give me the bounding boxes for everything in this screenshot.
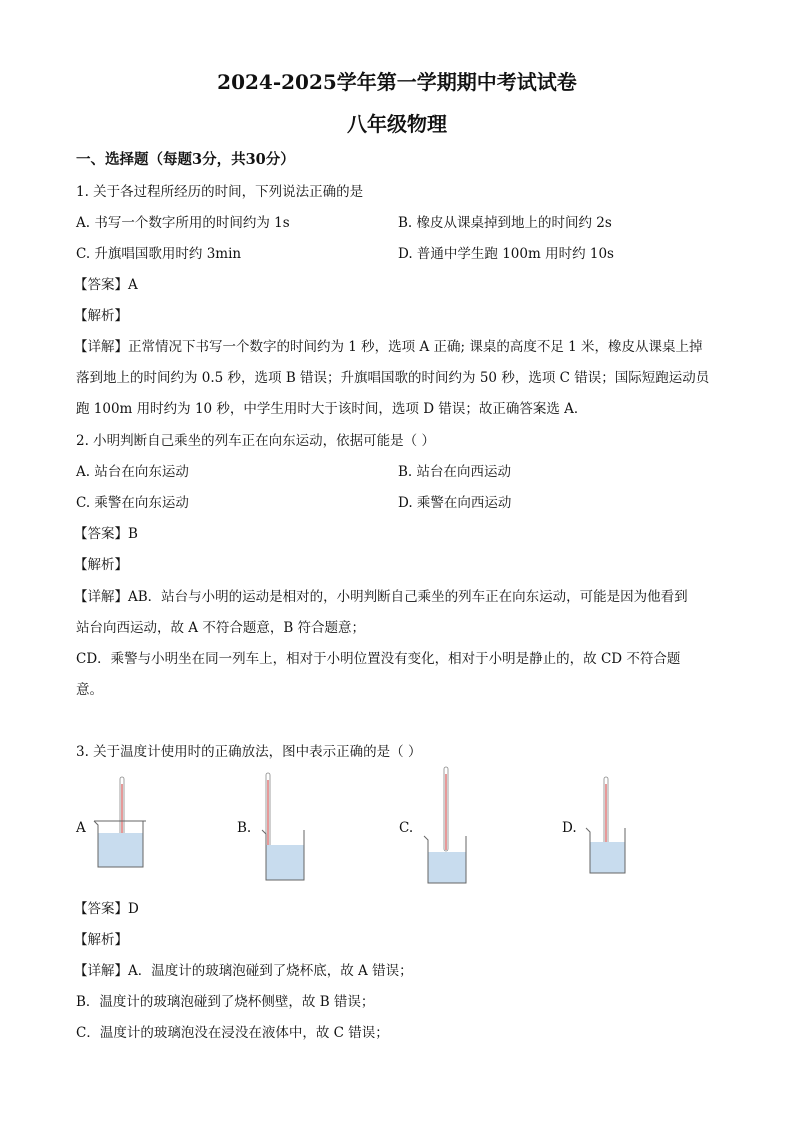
question-stem: 2. 小明判断自己乘坐的列车正在向东运动，依据可能是（ ） [76, 433, 435, 449]
question-stem: 3. 关于温度计使用时的正确放法，图中表示正确的是（ ） [76, 744, 422, 760]
option-c: C. 升旗唱国歌用时约 3min [76, 246, 242, 262]
answer-label: 【答案】D [74, 901, 139, 917]
analysis-label: 【解析】 [74, 308, 128, 324]
option-b: B. 橡皮从课桌掉到地上的时间约 2s [398, 215, 612, 231]
question-stem: 1. 关于各过程所经历的时间，下列说法正确的是 [76, 184, 364, 200]
option-c: C. 乘警在向东运动 [76, 495, 189, 511]
beaker-thermometer-figure-d [584, 776, 630, 876]
answer-label: 【答案】B [74, 526, 138, 542]
detail-line: CD．乘警与小明坐在同一列车上，相对于小明位置没有变化，相对于小明是静止的，故 CD 不符合题 [76, 651, 681, 667]
figure-label-c: C. [399, 820, 414, 836]
figure-label-a: A [76, 820, 86, 836]
beaker-thermometer-figure-c [420, 766, 472, 886]
beaker-thermometer-figure-b [258, 772, 308, 882]
detail-line: 【详解】AB．站台与小明的运动是相对的，小明判断自己乘坐的列车正在向东运动，可能是因为他看到 [74, 589, 688, 605]
figure-label-d: D. [562, 820, 577, 836]
detail-line: 【详解】A．温度计的玻璃泡碰到了烧杯底，故 A 错误； [74, 963, 413, 979]
option-d: D. 普通中学生跑 100m 用时约 10s [398, 246, 614, 262]
detail-line: 站台向西运动，故 A 不符合题意，B 符合题意； [76, 620, 366, 636]
detail-line: C．温度计的玻璃泡没在浸没在液体中，故 C 错误； [76, 1025, 389, 1041]
figure-label-b: B. [237, 820, 252, 836]
analysis-label: 【解析】 [74, 932, 128, 948]
detail-line: 意。 [76, 682, 103, 698]
detail-line: B．温度计的玻璃泡碰到了烧杯侧壁，故 B 错误； [76, 994, 375, 1010]
section-heading: 一、选择题（每题3分，共30分） [76, 151, 295, 168]
analysis-label: 【解析】 [74, 557, 128, 573]
detail-line: 跑 100m 用时约为 10 秒，中学生用时大于该时间，选项 D 错误；故正确答案选 A． [76, 401, 588, 417]
detail-line: 【详解】正常情况下书写一个数字的时间约为 1 秒，选项 A 正确; 课桌的高度不足 1 米，橡皮从课桌上掉 [74, 339, 703, 355]
detail-line: 落到地上的时间约为 0.5 秒，选项 B 错误；升旗唱国歌的时间约为 50 秒，选项 C 错误；国际短跑运动员 [76, 370, 710, 386]
answer-label: 【答案】A [74, 277, 138, 293]
page-title: 2024-2025学年第一学期期中考试试卷 [217, 70, 577, 94]
option-b: B. 站台在向西运动 [398, 464, 512, 480]
option-d: D. 乘警在向西运动 [398, 495, 512, 511]
page-subtitle: 八年级物理 [347, 112, 447, 136]
option-a: A. 书写一个数字所用的时间约为 1s [76, 215, 290, 231]
option-a: A. 站台在向东运动 [76, 464, 189, 480]
beaker-thermometer-figure-a [86, 776, 156, 876]
